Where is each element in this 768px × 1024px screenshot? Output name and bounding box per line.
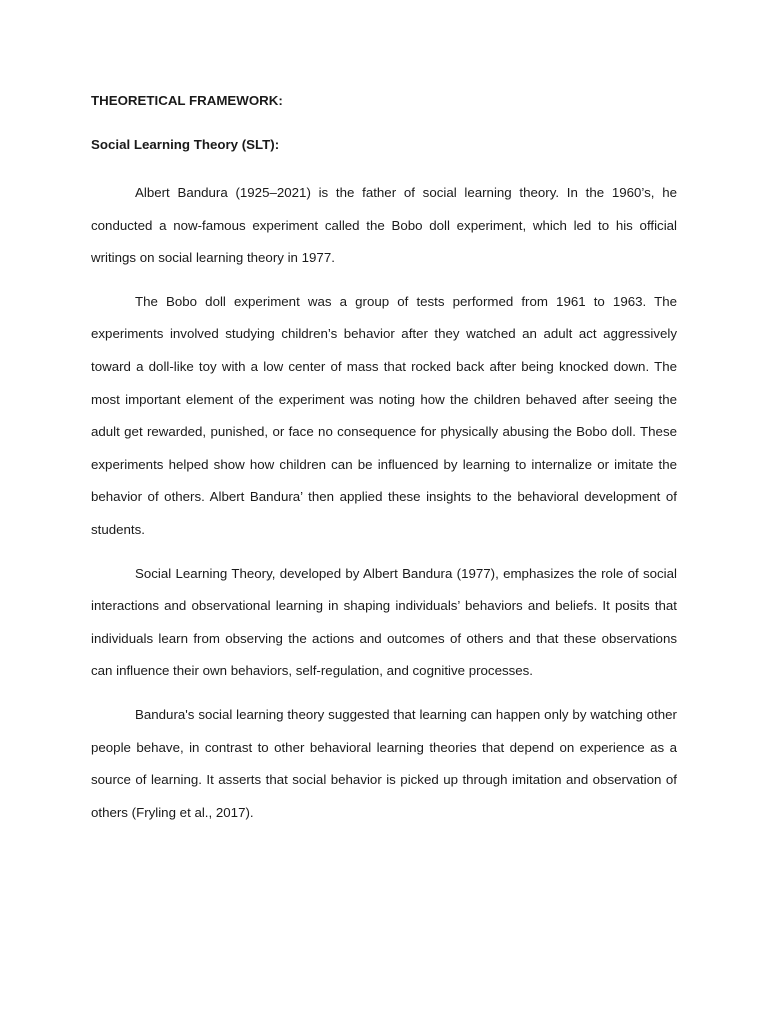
document-title: THEORETICAL FRAMEWORK: [91, 93, 283, 108]
paragraph-2: The Bobo doll experiment was a group of tests performed from 1961 to 1963. The experiments involved studying children’s behavior after they watched an adult act aggressively toward a doll-like toy with a low center of mass that rocked back after being knocked down. The most important element of the experiment was noting how the children behaved after seeing the adult get rewarded, punished, or face no consequence for physically abusing the Bobo doll. These experiments helped show how children can be influenced by learning to internalize or imitate the behavior of others. Albert Bandura’ then applied these insights to the behavioral development of students. [91, 293, 677, 537]
paragraph-4: Bandura's social learning theory suggested that learning can happen only by watching other people behave, in contrast to other behavioral learning theories that depend on experience as a source of learning. It asserts that social behavior is picked up through imitation and observation of others (Fryling et al., 2017). [91, 706, 677, 820]
section-heading: Social Learning Theory (SLT): [91, 137, 280, 152]
paragraph-3: Social Learning Theory, developed by Albert Bandura (1977), emphasizes the role of social interactions and observational learning in shaping individuals’ behaviors and beliefs. It posits that individuals learn from observing the actions and outcomes of others and that these observations can influence their own behaviors, self-regulation, and cognitive processes. [91, 565, 677, 679]
paragraph-1: Albert Bandura (1925–2021) is the father of social learning theory. In the 1960’s, he conducted a now-famous experiment called the Bobo doll experiment, which led to his official writings on social learning theory in 1977. [91, 185, 677, 266]
